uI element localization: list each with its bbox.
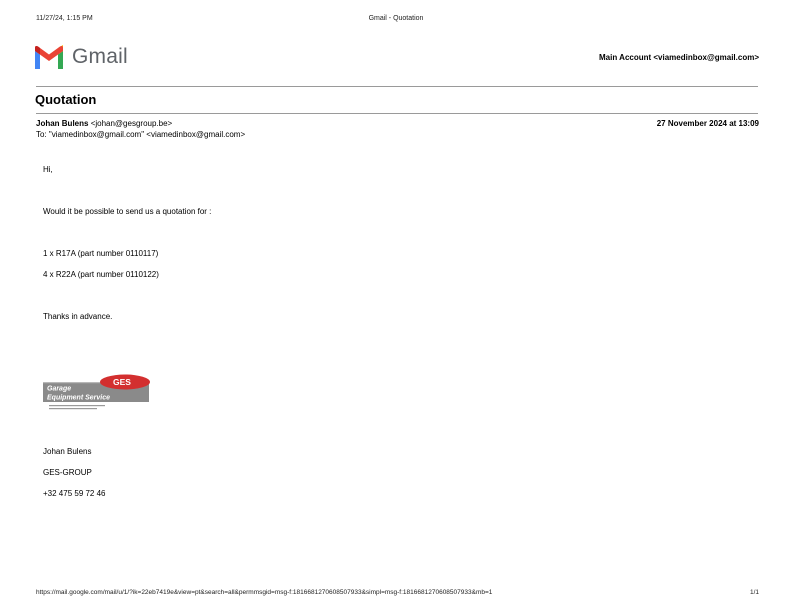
print-datetime: 11/27/24, 1:15 PM xyxy=(36,15,93,22)
sender-email[interactable]: <johan@gesgroup.be> xyxy=(90,119,173,128)
ges-logo xyxy=(43,374,150,412)
ges-badge-text: GES xyxy=(113,377,131,387)
email-subject: Quotation xyxy=(35,92,97,107)
gmail-m-icon xyxy=(33,45,65,69)
ges-logo-line-1: Garage xyxy=(47,385,72,393)
ges-logo-line-2: Equipment Service xyxy=(47,394,111,402)
gmail-logo[interactable] xyxy=(33,44,128,70)
divider xyxy=(36,86,758,87)
body-request: Would it be possible to send us a quotation for : xyxy=(43,207,212,216)
print-footer-url[interactable]: https://mail.google.com/mail/u/1/?ik=22eb7419e&view=pt&search=all&permmsgid=msg-f:1816681270608507933&simpl=msg-f:1816681270608507933&mb=1 xyxy=(36,589,493,596)
divider xyxy=(36,113,758,114)
signature-company: GES-GROUP xyxy=(43,468,92,477)
body-item: 1 x R17A (part number 0110117) xyxy=(43,249,159,258)
print-page-number: 1/1 xyxy=(749,589,759,596)
recipient-line: To: "viamedinbox@gmail.com" <viamedinbox@gmail.com> xyxy=(36,130,246,139)
account-label: Main Account <viamedinbox@gmail.com> xyxy=(599,53,759,62)
signature-name: Johan Bulens xyxy=(43,447,92,456)
sender-name: Johan Bulens xyxy=(36,119,89,128)
print-title: Gmail - Quotation xyxy=(368,15,424,22)
sender-line xyxy=(36,119,172,128)
gmail-wordmark: Gmail xyxy=(72,45,128,68)
body-thanks: Thanks in advance. xyxy=(43,312,113,321)
signature-phone[interactable]: +32 475 59 72 46 xyxy=(43,489,106,498)
email-date: 27 November 2024 at 13:09 xyxy=(656,119,759,128)
body-greeting: Hi, xyxy=(43,165,53,174)
body-item: 4 x R22A (part number 0110122) xyxy=(43,270,159,279)
